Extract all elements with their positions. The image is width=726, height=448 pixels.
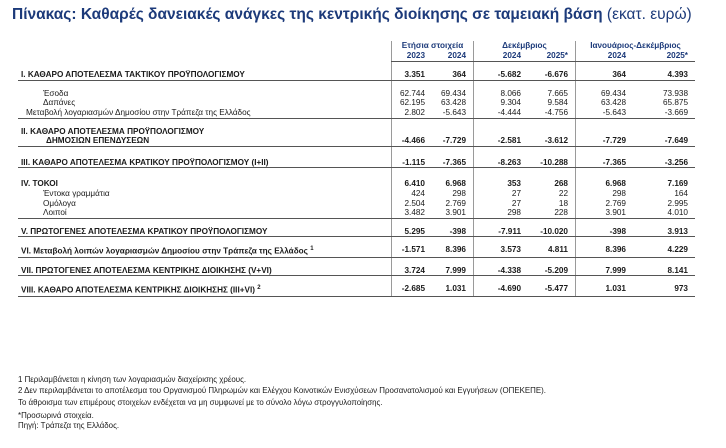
cell: 3.913 [633, 227, 695, 237]
cell: -2.581 [474, 136, 529, 146]
cell: 9.304 [474, 98, 529, 108]
cell: 1.031 [432, 284, 474, 296]
table-row [18, 284, 695, 296]
cell: 8.141 [633, 266, 695, 276]
cell: -7.365 [432, 158, 474, 168]
row-label: III. ΚΑΘΑΡΟ ΑΠΟΤΕΛΕΣΜΑ ΚΡΑΤΙΚΟΥ ΠΡΟΫΠΟΛΟΓΙΣΜΟΥ (I+II) [18, 158, 392, 168]
header-year: 2023 [392, 51, 433, 62]
table-row [18, 70, 695, 80]
cell: 8.396 [432, 245, 474, 257]
cell: 7.999 [432, 266, 474, 276]
cell: 3.724 [392, 266, 433, 276]
row-label: Μεταβολή λογαριασμών Δημοσίου στην Τράπεζα της Ελλάδος [18, 108, 392, 118]
row-label: Έντοκα γραμμάτια [43, 188, 110, 198]
cell: 6.968 [445, 179, 466, 189]
table-row [18, 127, 695, 137]
cell: 69.434 [440, 88, 466, 98]
cell: 268 [554, 179, 568, 189]
cell: -3.256 [633, 158, 695, 168]
provisional-note: *Προσωρινά στοιχεία. [18, 410, 94, 420]
cell: 2.769 [576, 199, 634, 209]
cell: -5.643 [576, 108, 634, 118]
header-year: 2024 [474, 51, 529, 62]
cell: 228 [528, 208, 576, 218]
cell: 424 [392, 189, 433, 199]
title-unit: (εκατ. ευρώ) [606, 6, 692, 23]
cell: -5.477 [528, 284, 576, 296]
row-label: VII. ΠΡΩΤΟΓΕΝΕΣ ΑΠΟΤΕΛΕΣΜΑ ΚΕΝΤΡΙΚΗΣ ΔΙΟΙΚΗΣΗΣ (V+VI) [18, 266, 392, 276]
cell: -7.729 [576, 136, 634, 146]
cell: -4.466 [392, 136, 433, 146]
header-group-december: Δεκέμβριος [474, 41, 576, 51]
cell: -10.288 [528, 158, 576, 168]
cell: 6.410 [392, 179, 433, 189]
cell: -4.444 [474, 108, 529, 118]
cell: 27 [474, 199, 529, 209]
cell: 73.938 [662, 88, 688, 98]
cell: 3.351 [392, 70, 433, 80]
table-row [18, 158, 695, 168]
table-row [18, 245, 695, 257]
cell: 4.393 [633, 70, 695, 80]
cell: 3.901 [432, 208, 474, 218]
cell: -4.338 [474, 266, 529, 276]
cell: 4.229 [633, 245, 695, 257]
cell: 1.031 [576, 284, 634, 296]
cell: 364 [432, 70, 474, 80]
cell: 3.901 [576, 208, 634, 218]
cell: 9.584 [547, 98, 568, 108]
cell: -1.571 [392, 245, 433, 257]
cell: 4.811 [528, 245, 576, 257]
cell: 63.428 [440, 98, 466, 108]
header-year: 2025* [633, 51, 695, 62]
cell: 3.573 [474, 245, 529, 257]
cell: -1.115 [392, 158, 433, 168]
cell: 8.396 [576, 245, 634, 257]
table-row [18, 89, 695, 99]
table-row [18, 179, 695, 189]
cell: 364 [576, 70, 634, 80]
row-label: VIII. ΚΑΘΑΡΟ ΑΠΟΤΕΛΕΣΜΑ ΚΕΝΤΡΙΚΗΣ ΔΙΟΙΚΗΣΗΣ (III+VI) $^2$ [18, 284, 392, 296]
footnote-ref: 2 [257, 285, 261, 292]
cell: 2.802 [392, 108, 433, 118]
table-row [18, 98, 695, 108]
header-year: 2025* [528, 51, 576, 62]
cell: -4.690 [474, 284, 529, 296]
cell: 7.999 [576, 266, 634, 276]
cell: -7.649 [633, 136, 695, 146]
footnote-ref: 1 [310, 246, 314, 253]
cell: 298 [474, 208, 529, 218]
cell: -3.669 [633, 108, 695, 118]
cell: 3.482 [392, 208, 433, 218]
cell: 63.428 [576, 98, 634, 108]
cell: -10.020 [528, 227, 576, 237]
table-row [18, 136, 695, 146]
cell: -5.682 [474, 70, 529, 80]
cell: 7.665 [547, 88, 568, 98]
header-years-row [18, 51, 695, 62]
row-label-continued: ΔΗΜΟΣΙΩΝ ΕΠΕΝΔΥΣΕΩΝ [18, 136, 392, 146]
cell: -398 [432, 227, 474, 237]
page-title [12, 6, 692, 24]
table-row [18, 208, 695, 218]
header-group-jan-dec: Ιανουάριος-Δεκέμβριος [576, 41, 696, 51]
row-label: Έσοδα [43, 88, 69, 98]
rounding-note: Το άθροισμα των επιμέρους στοιχείων ενδέχεται να μη συμφωνεί με το σύνολο λόγω στρογγυλοποίησης. [18, 398, 383, 407]
row-label: Ομόλογα [43, 198, 76, 208]
cell: 298 [576, 189, 634, 199]
title-main: Πίνακας: Καθαρές δανειακές ανάγκες της κεντρικής διοίκησης σε ταμειακή βάση [12, 6, 603, 23]
table-row [18, 189, 695, 199]
cell: 2.995 [667, 198, 688, 208]
row-label: Λοιποί [18, 208, 392, 218]
header-groups-row [18, 41, 695, 51]
header-year: 2024 [432, 51, 474, 62]
table-row [18, 199, 695, 209]
cell: -6.676 [528, 70, 576, 80]
row-label: II. ΚΑΘΑΡΟ ΑΠΟΤΕΛΕΣΜΑ ΠΡΟΫΠΟΛΟΓΙΣΜΟΥ [21, 126, 205, 136]
row-label: Δαπάνες [43, 98, 76, 108]
cell: 5.295 [392, 227, 433, 237]
cell: 65.875 [662, 98, 688, 108]
cell: 69.434 [576, 89, 634, 99]
cell: -7.365 [576, 158, 634, 168]
cell: -2.685 [392, 284, 433, 296]
cell: -7.729 [432, 136, 474, 146]
cell: 18 [558, 198, 568, 208]
cell: -3.612 [528, 136, 576, 146]
row-label: V. ΠΡΩΤΟΓΕΝΕΣ ΑΠΟΤΕΛΕΣΜΑ ΚΡΑΤΙΚΟΥ ΠΡΟΫΠΟΛΟΓΙΣΜΟΥ [18, 227, 392, 237]
net-borrowing-table [18, 41, 695, 297]
cell: 7.169 [667, 179, 688, 189]
cell: 6.968 [576, 179, 634, 189]
footnote-1: 1 Περιλαμβάνεται η κίνηση των λογαριασμών διαχείρισης χρέους. [18, 375, 247, 384]
cell: -398 [576, 227, 634, 237]
source-note: Πηγή: Τράπεζα της Ελλάδος. [18, 421, 120, 430]
cell: -8.263 [474, 158, 529, 168]
cell: -4.756 [528, 108, 576, 118]
cell: 973 [633, 284, 695, 296]
cell: 298 [452, 188, 466, 198]
row-label: VI. Μεταβολή λοιπών λογαριασμών Δημοσίου στην Τράπεζα της Ελλάδος $^1$ [18, 245, 392, 257]
cell: 8.066 [474, 89, 529, 99]
cell: 2.504 [392, 199, 433, 209]
cell: 22 [558, 188, 568, 198]
cell: 353 [474, 179, 529, 189]
row-label: I. ΚΑΘΑΡΟ ΑΠΟΤΕΛΕΣΜΑ ΤΑΚΤΙΚΟΥ ΠΡΟΫΠΟΛΟΓΙΣΜΟΥ [18, 70, 392, 80]
cell: 62.744 [392, 89, 433, 99]
header-group-annual: Ετήσια στοιχεία [392, 41, 474, 51]
footnote-2: 2 Δεν περιλαμβάνεται το αποτέλεσμα του Οργανισμού Πληρωμών και Ελέγχου Κοινοτικών Ενισχύσεων Προσανατολισμού και Εγγυήσεων (ΟΠΕΚΕΠΕ). [18, 385, 546, 395]
cell: 62.195 [392, 98, 433, 108]
footnotes [18, 375, 546, 432]
cell: 164 [674, 188, 688, 198]
row-label: IV. ΤΟΚΟΙ [21, 179, 58, 189]
header-year: 2024 [576, 51, 634, 62]
cell: -7.911 [474, 227, 529, 237]
table-row [18, 108, 695, 118]
cell: 2.769 [445, 198, 466, 208]
cell: 4.010 [633, 208, 695, 218]
cell: -5.643 [432, 108, 474, 118]
table-row [18, 266, 695, 276]
cell: 27 [474, 189, 529, 199]
cell: -5.209 [528, 266, 576, 276]
table-row [18, 227, 695, 237]
